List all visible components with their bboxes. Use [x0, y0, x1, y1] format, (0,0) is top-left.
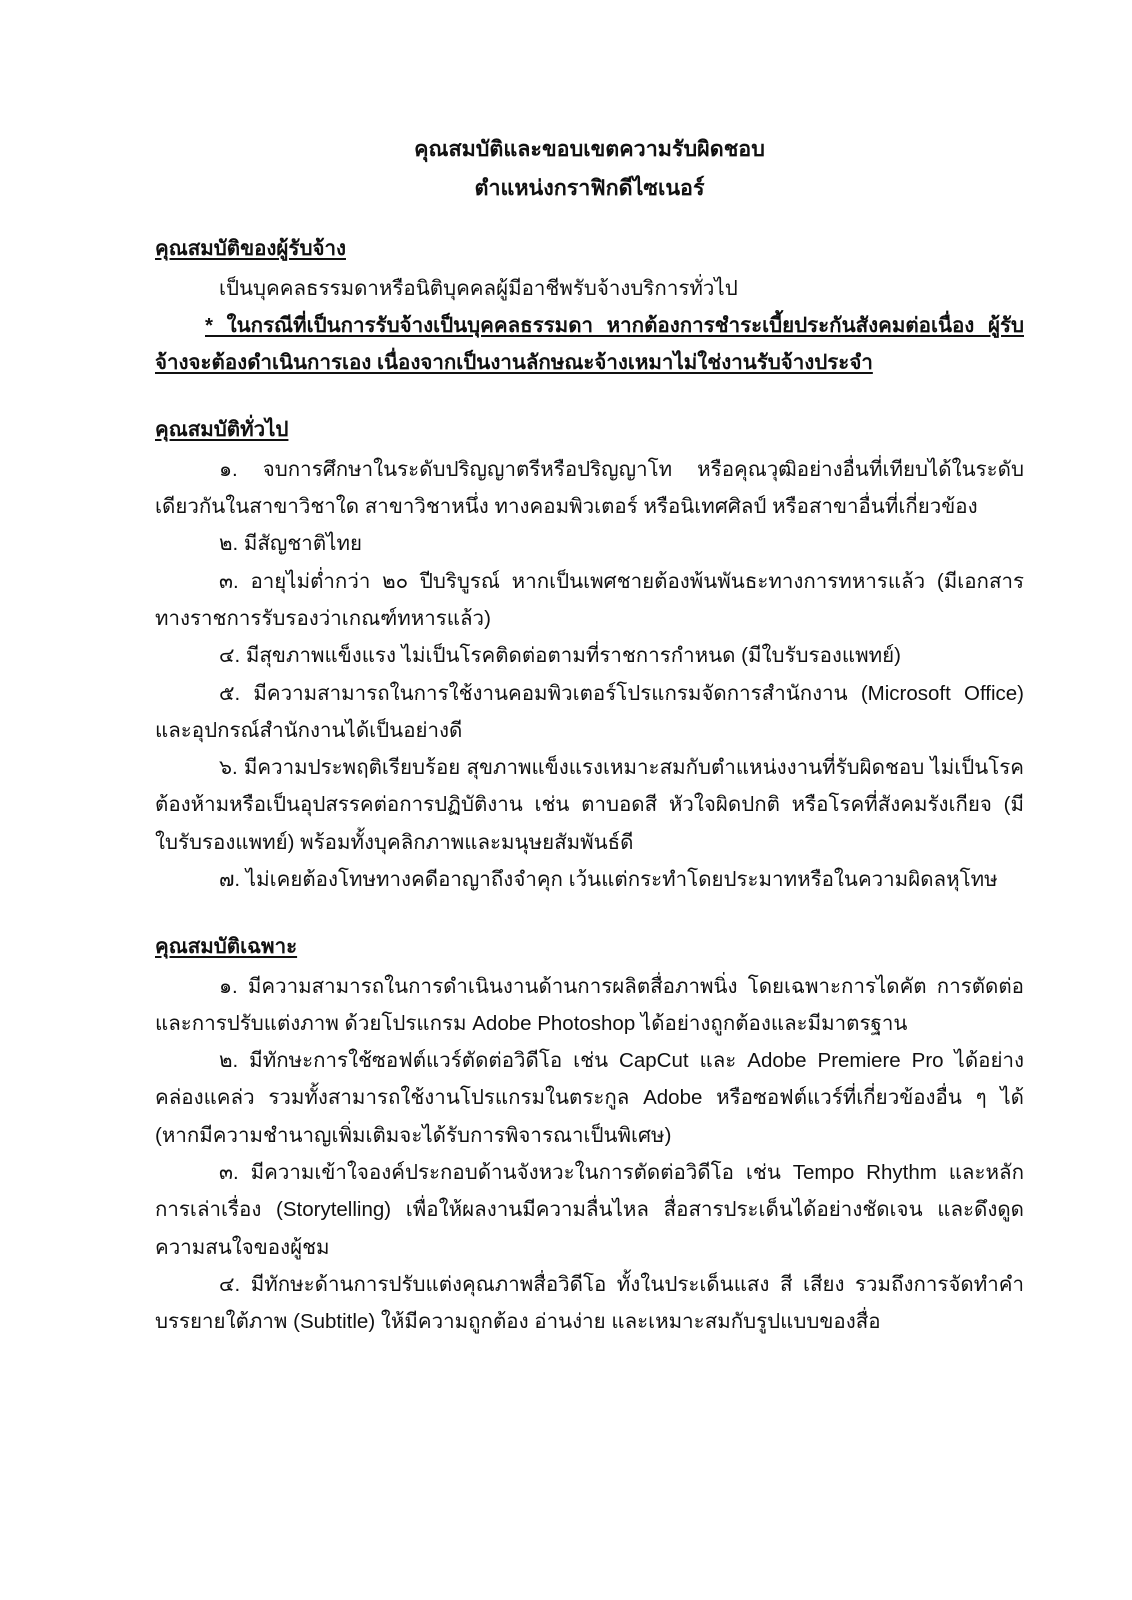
list-item-general-7: ๗. ไม่เคยต้องโทษทางคดีอาญาถึงจำคุก เว้นแต่กระทำโดยประมาทหรือในความผิดลหุโทษ: [219, 868, 998, 891]
list-item-specific-2: ๒. มีทักษะการใช้ซอฟต์แวร์ตัดต่อวิดีโอ เช่น CapCut และ Adobe Premiere Pro ได้อย่างคล่องแคล่ว รวมทั้งสามารถใช้งานโปรแกรมในตระกูล Adobe หรือซอฟต์แวร์ที่เกี่ยวข้องอื่น ๆ ได้ (หากมีความชำนาญเพิ่มเติมจะได้รับการพิจารณาเป็นพิเศษ): [155, 1049, 1024, 1147]
list-item-general-5: ๕. มีความสามารถในการใช้งานคอมพิวเตอร์โปรแกรมจัดการสำนักงาน (Microsoft Office) และอุปกรณ์สำนักงานได้เป็นอย่างดี: [155, 681, 1024, 742]
list-item-general-1: ๑. จบการศึกษาในระดับปริญญาตรีหรือปริญญาโท หรือคุณวุฒิอย่างอื่นที่เทียบได้ในระดับเดียวกันในสาขาวิชาใด สาขาวิชาหนึ่ง ทางคอมพิวเตอร์ หรือนิเทศศิลป์ หรือสาขาอื่นที่เกี่ยวข้อง: [155, 457, 1024, 519]
list-item-general-6: ๖. มีความประพฤติเรียบร้อย สุขภาพแข็งแรงเหมาะสมกับตำแหน่งงานที่รับผิดชอบ ไม่เป็นโรคต้องห้ามหรือเป็นอุปสรรคต่อการปฏิบัติงาน เช่น ตาบอดสี หัวใจผิดปกติ หรือโรคที่สังคมรังเกียจ (มีใบรับรองแพทย์) พร้อมทั้งบุคลิกภาพและมนุษยสัมพันธ์ดี: [155, 756, 1024, 854]
list-item-specific-3: ๓. มีความเข้าใจองค์ประกอบด้านจังหวะในการตัดต่อวิดีโอ เช่น Tempo Rhythm และหลักการเล่าเรื่อง (Storytelling) เพื่อให้ผลงานมีความลื่นไหล สื่อสารประเด็นได้อย่างชัดเจน และดึงดูดความสนใจของผู้ชม: [155, 1161, 1024, 1259]
section-heading-specific-qualifications: คุณสมบัติเฉพาะ: [155, 935, 298, 959]
list-item-general-4: ๔. มีสุขภาพแข็งแรง ไม่เป็นโรคติดต่อตามที่ราชการกำหนด (มีใบรับรองแพทย์): [219, 644, 901, 668]
section-spacer-1: [155, 381, 1024, 397]
paragraph-social-security-note: * ในกรณีที่เป็นการรับจ้างเป็นบุคคลธรรมดา หากต้องการชำระเบี้ยประกันสังคมต่อเนื่อง ผู้รับจ้างจะต้องดำเนินการเอง เนื่องจากเป็นงานลักษณะจ้างเหมาไม่ใช่งานรับจ้างประจำ: [155, 313, 1024, 375]
section-spacer-2: [155, 898, 1024, 914]
paragraph-contractor-definition: เป็นบุคคลธรรมดาหรือนิติบุคคลผู้มีอาชีพรับจ้างบริการทั่วไป: [219, 276, 738, 300]
section-heading-general-qualifications: คุณสมบัติทั่วไป: [155, 418, 289, 442]
document-body: [155, 130, 1024, 1341]
document-title-block: [155, 130, 1024, 208]
page-title-line-1: คุณสมบัติและขอบเขตความรับผิดชอบ: [414, 137, 765, 161]
list-item-specific-4: ๔. มีทักษะด้านการปรับแต่งคุณภาพสื่อวิดีโอ ทั้งในประเด็นแสง สี เสียง รวมถึงการจัดทำคำบรรยายใต้ภาพ (Subtitle) ให้มีความถูกต้อง อ่านง่าย และเหมาะสมกับรูปแบบของสื่อ: [155, 1272, 1024, 1334]
list-item-specific-1: ๑. มีความสามารถในการดำเนินงานด้านการผลิตสื่อภาพนิ่ง โดยเฉพาะการไดคัต การตัดต่อ และการปรับแต่งภาพ ด้วยโปรแกรม Adobe Photoshop ได้อย่างถูกต้องและมีมาตรฐาน: [155, 974, 1024, 1035]
list-item-general-3: ๓. อายุไม่ต่ำกว่า ๒๐ ปีบริบูรณ์ หากเป็นเพศชายต้องพ้นพันธะทางการทหารแล้ว (มีเอกสารทางราชการรับรองว่าเกณฑ์ทหารแล้ว): [155, 569, 1024, 630]
section-heading-contractor-qualifications: คุณสมบัติของผู้รับจ้าง: [155, 237, 346, 261]
list-item-general-2: ๒. มีสัญชาติไทย: [219, 532, 362, 556]
page-title-line-2: ตำแหน่งกราฟิกดีไซเนอร์: [474, 176, 705, 201]
